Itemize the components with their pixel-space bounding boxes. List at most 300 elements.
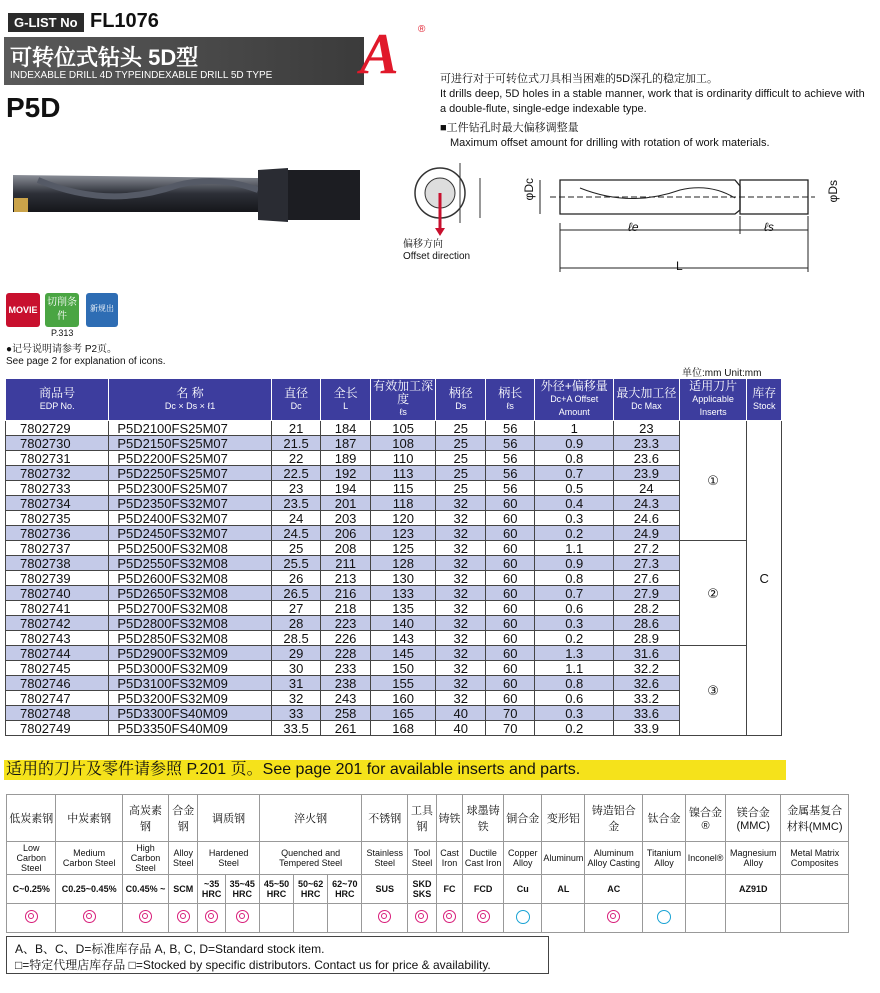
value-cell: 0.6 bbox=[535, 601, 614, 616]
name-cell: P5D3300FS40M09 bbox=[109, 706, 272, 721]
suitability-mark bbox=[408, 904, 437, 933]
glist-number: FL1076 bbox=[90, 10, 159, 32]
table-row bbox=[6, 691, 782, 706]
materials-mark-row bbox=[7, 904, 849, 933]
name-cell: P5D2800FS32M08 bbox=[109, 616, 272, 631]
value-cell: 22.5 bbox=[271, 466, 321, 481]
material-en: Magnesium Alloy bbox=[726, 842, 781, 875]
double-circle-icon bbox=[205, 910, 218, 923]
table-row bbox=[6, 661, 782, 676]
suitability-mark bbox=[504, 904, 542, 933]
value-cell: 208 bbox=[321, 541, 371, 556]
value-cell: 0.9 bbox=[535, 436, 614, 451]
value-cell: 145 bbox=[370, 646, 436, 661]
offset-dir-en: Offset direction bbox=[403, 251, 471, 262]
value-cell: 133 bbox=[370, 586, 436, 601]
value-cell: 228 bbox=[321, 646, 371, 661]
value-cell: 123 bbox=[370, 526, 436, 541]
offset-title-en: Maximum offset amount for drilling with rotation of work materials. bbox=[450, 137, 770, 149]
suitability-mark bbox=[585, 904, 643, 933]
value-cell: 21 bbox=[271, 421, 321, 436]
value-cell: 130 bbox=[370, 571, 436, 586]
value-cell: 194 bbox=[321, 481, 371, 496]
dim-ds: φDs bbox=[826, 180, 840, 203]
material-cn: 合金钢 bbox=[169, 795, 198, 842]
suitability-mark bbox=[643, 904, 686, 933]
name-cell: P5D3000FS32M09 bbox=[109, 661, 272, 676]
value-cell: 32 bbox=[436, 526, 486, 541]
column-header bbox=[614, 379, 680, 421]
column-header-cn: 最大加工径 bbox=[616, 385, 677, 400]
name-cell: P5D3350FS40M09 bbox=[109, 721, 272, 736]
suitability-mark bbox=[463, 904, 504, 933]
material-code: 45~50 HRC bbox=[259, 875, 293, 904]
materials-table bbox=[6, 794, 849, 933]
value-cell: 216 bbox=[321, 586, 371, 601]
suitability-mark bbox=[542, 904, 585, 933]
unit-label: 单位:mm Unit:mm bbox=[682, 368, 762, 379]
table-row bbox=[6, 706, 782, 721]
column-header-en: ℓs bbox=[506, 400, 514, 411]
double-circle-icon bbox=[25, 910, 38, 923]
material-cn: 变形铝 bbox=[542, 795, 585, 842]
value-cell: 32 bbox=[436, 571, 486, 586]
value-cell: 40 bbox=[436, 706, 486, 721]
name-cell: P5D3100FS32M09 bbox=[109, 676, 272, 691]
name-cell: P5D2550FS32M08 bbox=[109, 556, 272, 571]
value-cell: 32 bbox=[436, 661, 486, 676]
value-cell: 24.9 bbox=[614, 526, 680, 541]
material-code: 35~45 HRC bbox=[225, 875, 259, 904]
value-cell: 29 bbox=[271, 646, 321, 661]
value-cell: 213 bbox=[321, 571, 371, 586]
brand-logo: A bbox=[360, 21, 399, 86]
value-cell: 211 bbox=[321, 556, 371, 571]
value-cell: 223 bbox=[321, 616, 371, 631]
material-cn: 高炭素钢 bbox=[122, 795, 168, 842]
material-en: Ductile Cast Iron bbox=[463, 842, 504, 875]
suitability-mark bbox=[436, 904, 462, 933]
value-cell: 60 bbox=[485, 631, 535, 646]
value-cell: 0.4 bbox=[535, 496, 614, 511]
value-cell: 115 bbox=[370, 481, 436, 496]
value-cell: 28.9 bbox=[614, 631, 680, 646]
material-cn: 不锈钢 bbox=[362, 795, 408, 842]
table-row bbox=[6, 556, 782, 571]
table-row bbox=[6, 721, 782, 736]
dim-l: L bbox=[676, 259, 683, 273]
stock-legend bbox=[6, 936, 549, 974]
value-cell: 25 bbox=[436, 481, 486, 496]
value-cell: 135 bbox=[370, 601, 436, 616]
drill-photo bbox=[8, 150, 368, 240]
material-en: Tool Steel bbox=[408, 842, 437, 875]
value-cell: 60 bbox=[485, 646, 535, 661]
value-cell: 0.7 bbox=[535, 586, 614, 601]
page-title: 可转位式钻头 5D型 bbox=[10, 45, 199, 70]
value-cell: 150 bbox=[370, 661, 436, 676]
value-cell: 25 bbox=[436, 421, 486, 436]
icon-note-cn: ●记号说明请参考 P2页。 bbox=[6, 344, 118, 355]
insert-group-cell: ② bbox=[679, 541, 747, 646]
dim-le: ℓe bbox=[628, 220, 639, 234]
value-cell: 23.6 bbox=[614, 451, 680, 466]
material-code: 62~70 HRC bbox=[328, 875, 362, 904]
column-header bbox=[6, 379, 109, 421]
value-cell: 27.3 bbox=[614, 556, 680, 571]
movie-icon[interactable]: MOVIE bbox=[6, 293, 40, 327]
value-cell: 32 bbox=[436, 616, 486, 631]
material-cn: 中炭素钢 bbox=[56, 795, 122, 842]
name-cell: P5D2700FS32M08 bbox=[109, 601, 272, 616]
suitability-mark bbox=[328, 904, 362, 933]
value-cell: 0.2 bbox=[535, 631, 614, 646]
value-cell: 60 bbox=[485, 586, 535, 601]
value-cell: 60 bbox=[485, 496, 535, 511]
value-cell: 32 bbox=[436, 556, 486, 571]
value-cell: 0.5 bbox=[535, 481, 614, 496]
value-cell: 23.5 bbox=[271, 496, 321, 511]
intro-cn: 可进行对于可转位式刀具相当困难的5D深孔的稳定加工。 bbox=[440, 73, 719, 85]
edp-cell: 7802735 bbox=[6, 511, 109, 526]
table-row bbox=[6, 436, 782, 451]
suitability-mark bbox=[7, 904, 56, 933]
table-row bbox=[6, 676, 782, 691]
material-en: Quenched and Tempered Steel bbox=[259, 842, 362, 875]
material-cn: 工具钢 bbox=[408, 795, 437, 842]
value-cell: 192 bbox=[321, 466, 371, 481]
value-cell: 189 bbox=[321, 451, 371, 466]
value-cell: 33 bbox=[271, 706, 321, 721]
value-cell: 110 bbox=[370, 451, 436, 466]
column-header bbox=[271, 379, 321, 421]
cutting-conditions-icon[interactable]: 切削条件 bbox=[45, 293, 79, 327]
material-code bbox=[685, 875, 725, 904]
suitability-mark bbox=[685, 904, 725, 933]
value-cell: 56 bbox=[485, 421, 535, 436]
double-circle-icon bbox=[415, 910, 428, 923]
circle-icon bbox=[657, 910, 671, 924]
value-cell: 56 bbox=[485, 451, 535, 466]
material-code: ~35 HRC bbox=[198, 875, 225, 904]
value-cell: 143 bbox=[370, 631, 436, 646]
table-row bbox=[6, 481, 782, 496]
value-cell: 27 bbox=[271, 601, 321, 616]
value-cell: 201 bbox=[321, 496, 371, 511]
value-cell: 32 bbox=[436, 541, 486, 556]
value-cell: 1.3 bbox=[535, 646, 614, 661]
value-cell: 28.6 bbox=[614, 616, 680, 631]
offset-direction-label bbox=[403, 239, 470, 263]
stock-cell: C bbox=[747, 421, 782, 736]
table-row bbox=[6, 571, 782, 586]
offset-diagram bbox=[405, 158, 490, 238]
material-cn: 调质钢 bbox=[198, 795, 259, 842]
column-header-cn: 柄径 bbox=[448, 385, 473, 400]
value-cell: 31.6 bbox=[614, 646, 680, 661]
legend-line-2: □=特定代理店库存品 □=Stocked by specific distributors. Contact us for price & availability. bbox=[15, 958, 491, 972]
material-en: Cast Iron bbox=[436, 842, 462, 875]
name-cell: P5D2400FS32M07 bbox=[109, 511, 272, 526]
value-cell: 27.6 bbox=[614, 571, 680, 586]
value-cell: 258 bbox=[321, 706, 371, 721]
table-row bbox=[6, 601, 782, 616]
column-header-en: Applicable Inserts bbox=[692, 394, 734, 417]
double-circle-icon bbox=[378, 910, 391, 923]
edp-cell: 7802743 bbox=[6, 631, 109, 646]
value-cell: 155 bbox=[370, 676, 436, 691]
suitability-mark bbox=[198, 904, 225, 933]
material-en: Stainless Steel bbox=[362, 842, 408, 875]
material-en: Hardened Steel bbox=[198, 842, 259, 875]
edp-cell: 7802732 bbox=[6, 466, 109, 481]
legend-line-1: A、B、C、D=标准库存品 A, B, C, D=Standard stock item. bbox=[15, 942, 325, 956]
value-cell: 25.5 bbox=[271, 556, 321, 571]
edp-cell: 7802730 bbox=[6, 436, 109, 451]
model-name: P5D bbox=[6, 92, 61, 123]
suitability-mark bbox=[225, 904, 259, 933]
column-header bbox=[109, 379, 272, 421]
name-cell: P5D2250FS25M07 bbox=[109, 466, 272, 481]
table-row bbox=[6, 586, 782, 601]
column-header-cn: 柄长 bbox=[498, 385, 523, 400]
material-en: Copper Alloy bbox=[504, 842, 542, 875]
value-cell: 56 bbox=[485, 481, 535, 496]
value-cell: 23.3 bbox=[614, 436, 680, 451]
value-cell: 26 bbox=[271, 571, 321, 586]
value-cell: 32 bbox=[436, 646, 486, 661]
column-header-en: Dc × Ds × ℓ1 bbox=[164, 400, 216, 411]
value-cell: 25 bbox=[436, 466, 486, 481]
column-header-en: Dc bbox=[290, 400, 302, 411]
page-subtitle: INDEXABLE DRILL 4D TYPEINDEXABLE DRILL 5D TYPE bbox=[10, 70, 273, 81]
reference-band: 适用的刀片及零件请参照 P.201 页。See page 201 for available inserts and parts. bbox=[4, 760, 786, 780]
value-cell: 60 bbox=[485, 676, 535, 691]
value-cell: 32 bbox=[436, 511, 486, 526]
table-row bbox=[6, 511, 782, 526]
material-en: High Carbon Steel bbox=[122, 842, 168, 875]
name-cell: P5D2850FS32M08 bbox=[109, 631, 272, 646]
edp-cell: 7802748 bbox=[6, 706, 109, 721]
edp-cell: 7802738 bbox=[6, 556, 109, 571]
edp-cell: 7802747 bbox=[6, 691, 109, 706]
column-header-cn: 名 称 bbox=[176, 385, 204, 400]
value-cell: 28.5 bbox=[271, 631, 321, 646]
name-cell: P5D2150FS25M07 bbox=[109, 436, 272, 451]
value-cell: 32 bbox=[271, 691, 321, 706]
value-cell: 24.3 bbox=[614, 496, 680, 511]
intro-text bbox=[440, 72, 870, 151]
edp-cell: 7802746 bbox=[6, 676, 109, 691]
column-header-en: EDP No. bbox=[39, 400, 75, 411]
value-cell: 33.5 bbox=[271, 721, 321, 736]
value-cell: 168 bbox=[370, 721, 436, 736]
product-table bbox=[5, 378, 782, 736]
value-cell: 0.8 bbox=[535, 451, 614, 466]
material-cn: 低炭素钢 bbox=[7, 795, 56, 842]
edp-cell: 7802737 bbox=[6, 541, 109, 556]
suitability-mark bbox=[169, 904, 198, 933]
dim-dc: φDc bbox=[522, 178, 536, 201]
value-cell: 113 bbox=[370, 466, 436, 481]
value-cell: 120 bbox=[370, 511, 436, 526]
column-header bbox=[747, 379, 782, 421]
value-cell: 25 bbox=[436, 436, 486, 451]
material-code: AL bbox=[542, 875, 585, 904]
material-cn: 铸造铝合金 bbox=[585, 795, 643, 842]
value-cell: 60 bbox=[485, 571, 535, 586]
name-cell: P5D2600FS32M08 bbox=[109, 571, 272, 586]
table-row bbox=[6, 496, 782, 511]
value-cell: 24.6 bbox=[614, 511, 680, 526]
column-header bbox=[485, 379, 535, 421]
icon-note bbox=[6, 344, 166, 368]
offset-title-cn: ■工件钻孔时最大偏移调整量 bbox=[440, 122, 579, 134]
material-code: AZ91D bbox=[726, 875, 781, 904]
material-cn: 镍合金® bbox=[685, 795, 725, 842]
table-row bbox=[6, 646, 782, 661]
value-cell: 24.5 bbox=[271, 526, 321, 541]
value-cell: 32 bbox=[436, 691, 486, 706]
value-cell: 60 bbox=[485, 556, 535, 571]
value-cell: 25 bbox=[436, 451, 486, 466]
value-cell: 24 bbox=[614, 481, 680, 496]
edp-cell: 7802731 bbox=[6, 451, 109, 466]
value-cell: 60 bbox=[485, 526, 535, 541]
value-cell: 128 bbox=[370, 556, 436, 571]
value-cell: 60 bbox=[485, 691, 535, 706]
name-cell: P5D2100FS25M07 bbox=[109, 421, 272, 436]
double-circle-icon bbox=[443, 910, 456, 923]
value-cell: 105 bbox=[370, 421, 436, 436]
column-header-cn: 直径 bbox=[284, 385, 309, 400]
double-circle-icon bbox=[607, 910, 620, 923]
name-cell: P5D2500FS32M08 bbox=[109, 541, 272, 556]
materials-cn-row bbox=[7, 795, 849, 842]
double-circle-icon bbox=[477, 910, 490, 923]
table-row bbox=[6, 541, 782, 556]
column-header-en: Dc Max bbox=[631, 400, 662, 411]
material-en: Alloy Steel bbox=[169, 842, 198, 875]
material-cn: 铸铁 bbox=[436, 795, 462, 842]
column-header bbox=[321, 379, 371, 421]
suitability-mark bbox=[259, 904, 293, 933]
value-cell: 238 bbox=[321, 676, 371, 691]
value-cell: 22 bbox=[271, 451, 321, 466]
value-cell: 226 bbox=[321, 631, 371, 646]
material-cn: 金属基复合材料(MMC) bbox=[781, 795, 849, 842]
double-circle-icon bbox=[236, 910, 249, 923]
value-cell: 0.6 bbox=[535, 691, 614, 706]
offset-dir-cn: 偏移方向 bbox=[403, 239, 443, 250]
new-item-icon: 新规出 bbox=[86, 293, 118, 327]
material-code: C0.25~0.45% bbox=[56, 875, 122, 904]
value-cell: 27.9 bbox=[614, 586, 680, 601]
value-cell: 60 bbox=[485, 511, 535, 526]
insert-group-cell: ③ bbox=[679, 646, 747, 736]
column-header-cn: 商品号 bbox=[39, 385, 76, 400]
value-cell: 28.2 bbox=[614, 601, 680, 616]
value-cell: 32 bbox=[436, 496, 486, 511]
value-cell: 27.2 bbox=[614, 541, 680, 556]
value-cell: 23 bbox=[271, 481, 321, 496]
material-en: Medium Carbon Steel bbox=[56, 842, 122, 875]
double-circle-icon bbox=[177, 910, 190, 923]
table-row bbox=[6, 616, 782, 631]
material-code: FCD bbox=[463, 875, 504, 904]
column-header-en: Stock bbox=[752, 400, 776, 411]
value-cell: 160 bbox=[370, 691, 436, 706]
column-header bbox=[436, 379, 486, 421]
value-cell: 187 bbox=[321, 436, 371, 451]
table-row bbox=[6, 466, 782, 481]
column-header-cn: 库存 bbox=[752, 385, 777, 400]
edp-cell: 7802741 bbox=[6, 601, 109, 616]
value-cell: 32.6 bbox=[614, 676, 680, 691]
material-code bbox=[643, 875, 686, 904]
column-header-en: Ds bbox=[455, 400, 467, 411]
suitability-mark bbox=[122, 904, 168, 933]
value-cell: 0.9 bbox=[535, 556, 614, 571]
material-cn: 球墨铸铁 bbox=[463, 795, 504, 842]
column-header bbox=[370, 379, 436, 421]
material-code: 50~62 HRC bbox=[294, 875, 328, 904]
table-row bbox=[6, 421, 782, 436]
table-row bbox=[6, 526, 782, 541]
value-cell: 31 bbox=[271, 676, 321, 691]
value-cell: 32 bbox=[436, 586, 486, 601]
column-header-en: ℓs bbox=[399, 407, 407, 417]
value-cell: 203 bbox=[321, 511, 371, 526]
material-code: C~0.25% bbox=[7, 875, 56, 904]
value-cell: 243 bbox=[321, 691, 371, 706]
edp-cell: 7802745 bbox=[6, 661, 109, 676]
value-cell: 23 bbox=[614, 421, 680, 436]
value-cell: 23.9 bbox=[614, 466, 680, 481]
value-cell: 56 bbox=[485, 466, 535, 481]
value-cell: 108 bbox=[370, 436, 436, 451]
circle-icon bbox=[516, 910, 530, 924]
edp-cell: 7802742 bbox=[6, 616, 109, 631]
value-cell: 70 bbox=[485, 721, 535, 736]
material-code: SKD SKS bbox=[408, 875, 437, 904]
value-cell: 28 bbox=[271, 616, 321, 631]
value-cell: 30 bbox=[271, 661, 321, 676]
edp-cell: 7802733 bbox=[6, 481, 109, 496]
value-cell: 24 bbox=[271, 511, 321, 526]
value-cell: 0.7 bbox=[535, 466, 614, 481]
suitability-mark bbox=[294, 904, 328, 933]
name-cell: P5D2200FS25M07 bbox=[109, 451, 272, 466]
suitability-mark bbox=[362, 904, 408, 933]
glist-label: G-LIST No bbox=[8, 13, 84, 32]
column-header-cn: 全长 bbox=[333, 385, 358, 400]
suitability-mark bbox=[56, 904, 122, 933]
value-cell: 0.2 bbox=[535, 526, 614, 541]
value-cell: 32.2 bbox=[614, 661, 680, 676]
value-cell: 261 bbox=[321, 721, 371, 736]
name-cell: P5D2300FS25M07 bbox=[109, 481, 272, 496]
value-cell: 56 bbox=[485, 436, 535, 451]
double-circle-icon bbox=[139, 910, 152, 923]
material-en: Inconel® bbox=[685, 842, 725, 875]
edp-cell: 7802734 bbox=[6, 496, 109, 511]
material-cn: 淬火钢 bbox=[259, 795, 362, 842]
suitability-mark bbox=[726, 904, 781, 933]
value-cell: 21.5 bbox=[271, 436, 321, 451]
page-reference: P.313 bbox=[51, 328, 74, 338]
value-cell: 0.3 bbox=[535, 616, 614, 631]
